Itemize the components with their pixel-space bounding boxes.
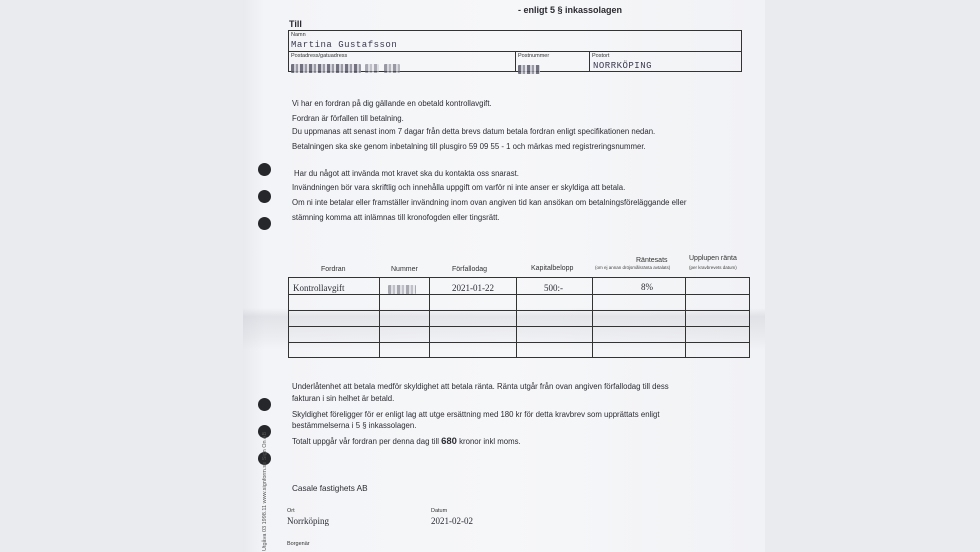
cell-fordran: Kontrollavgift	[293, 283, 345, 293]
footer-line: bestämmelserna i 5 § inkassolagen.	[292, 421, 417, 430]
cell-nummer-redacted	[388, 281, 416, 299]
paragraph-line: Fordran är förfallen till betalning.	[292, 114, 404, 123]
footer-line: Skyldighet föreligger för er enligt lag att utge ersättning med 180 kr för detta kravbrev som upprättats enligt	[292, 410, 660, 419]
footer-line: fakturan i sin helhet är betald.	[292, 394, 395, 403]
claim-table	[288, 277, 750, 358]
paragraph-line: Vi har en fordran på dig gällande en obetald kontrollavgift.	[292, 99, 492, 108]
paragraph-line: Betalningen ska ske genom inbetalning till plusgiro 59 09 55 - 1 och märkas med registreringsnummer.	[292, 142, 646, 151]
subheader-rantesats: (om ej annan dröjsmålsränta avtalats)	[595, 265, 671, 270]
paragraph-line: stämning komma att inlämnas till kronofogden eller tingsrätt.	[292, 213, 500, 222]
postnummer-value-redacted	[518, 61, 540, 79]
cell-kapitalbelopp: 500:-	[544, 283, 563, 293]
punch-hole-3	[258, 217, 271, 230]
ort-value: Norrköping	[287, 516, 329, 526]
total-prefix: Totalt uppgår vår fordran per denna dag till	[292, 437, 439, 446]
header-nummer: Nummer	[391, 266, 418, 273]
recipient-label: Till	[289, 19, 302, 29]
paragraph-line: Har du något att invända mot kravet ska du kontakta oss snarast.	[294, 169, 519, 178]
header-fordran: Fordran	[321, 266, 346, 273]
street-value-redacted	[291, 60, 400, 78]
total-line	[292, 436, 521, 447]
postnummer-label: Postnummer	[518, 53, 550, 59]
punch-hole-1	[258, 163, 271, 176]
letter-page	[243, 0, 765, 552]
borgenar-label: Borgenär	[287, 541, 310, 547]
header-forfallodag: Förfallodag	[452, 266, 488, 273]
footer-line: Underlåtenhet att betala medför skyldighet att betala ränta. Ränta utgår från ovan angiven förfallodag till dess	[292, 382, 669, 391]
name-label: Namn	[291, 32, 306, 38]
form-edition-text: Utgåva 03 1998.11 www.signform.se Sign On AB	[262, 431, 268, 551]
paragraph-line: Invändningen bör vara skriftlig och innehålla uppgift om varför ni inte anser er skyldiga att betala.	[292, 183, 626, 192]
punch-hole-2	[258, 190, 271, 203]
cell-forfallodag: 2021-01-22	[452, 283, 494, 293]
paragraph-line: Du uppmanas att senast inom 7 dagar från detta brevs datum betala fordran enligt specifikationen nedan.	[292, 127, 656, 136]
letter-heading: - enligt 5 § inkassolagen	[518, 5, 623, 15]
subheader-upplupen: (per kravbrevets datum)	[689, 265, 737, 270]
creditor-company: Casale fastighets AB	[292, 484, 368, 493]
header-upplupen: Upplupen ränta	[689, 255, 737, 262]
header-kapitalbelopp: Kapitalbelopp	[531, 265, 574, 272]
total-amount: 680	[441, 436, 457, 447]
ort-label: Ort	[287, 508, 295, 514]
total-suffix: kronor inkl moms.	[459, 437, 521, 446]
datum-label: Datum	[431, 508, 448, 514]
postort-label: Postort	[592, 53, 610, 59]
datum-value: 2021-02-02	[431, 516, 473, 526]
postort-value: NORRKÖPING	[593, 61, 653, 71]
paragraph-line: Om ni inte betalar eller framställer invändning inom ovan angiven tid kan ansökan om betalningsföreläggande eller	[292, 198, 687, 207]
punch-hole-4	[258, 398, 271, 411]
header-rantesats: Räntesats	[636, 257, 668, 264]
street-label: Postadress/gatuadress	[291, 53, 348, 59]
recipient-name: Martina Gustafsson	[291, 40, 398, 50]
cell-rantesats: 8%	[641, 282, 653, 292]
address-box	[288, 30, 742, 72]
